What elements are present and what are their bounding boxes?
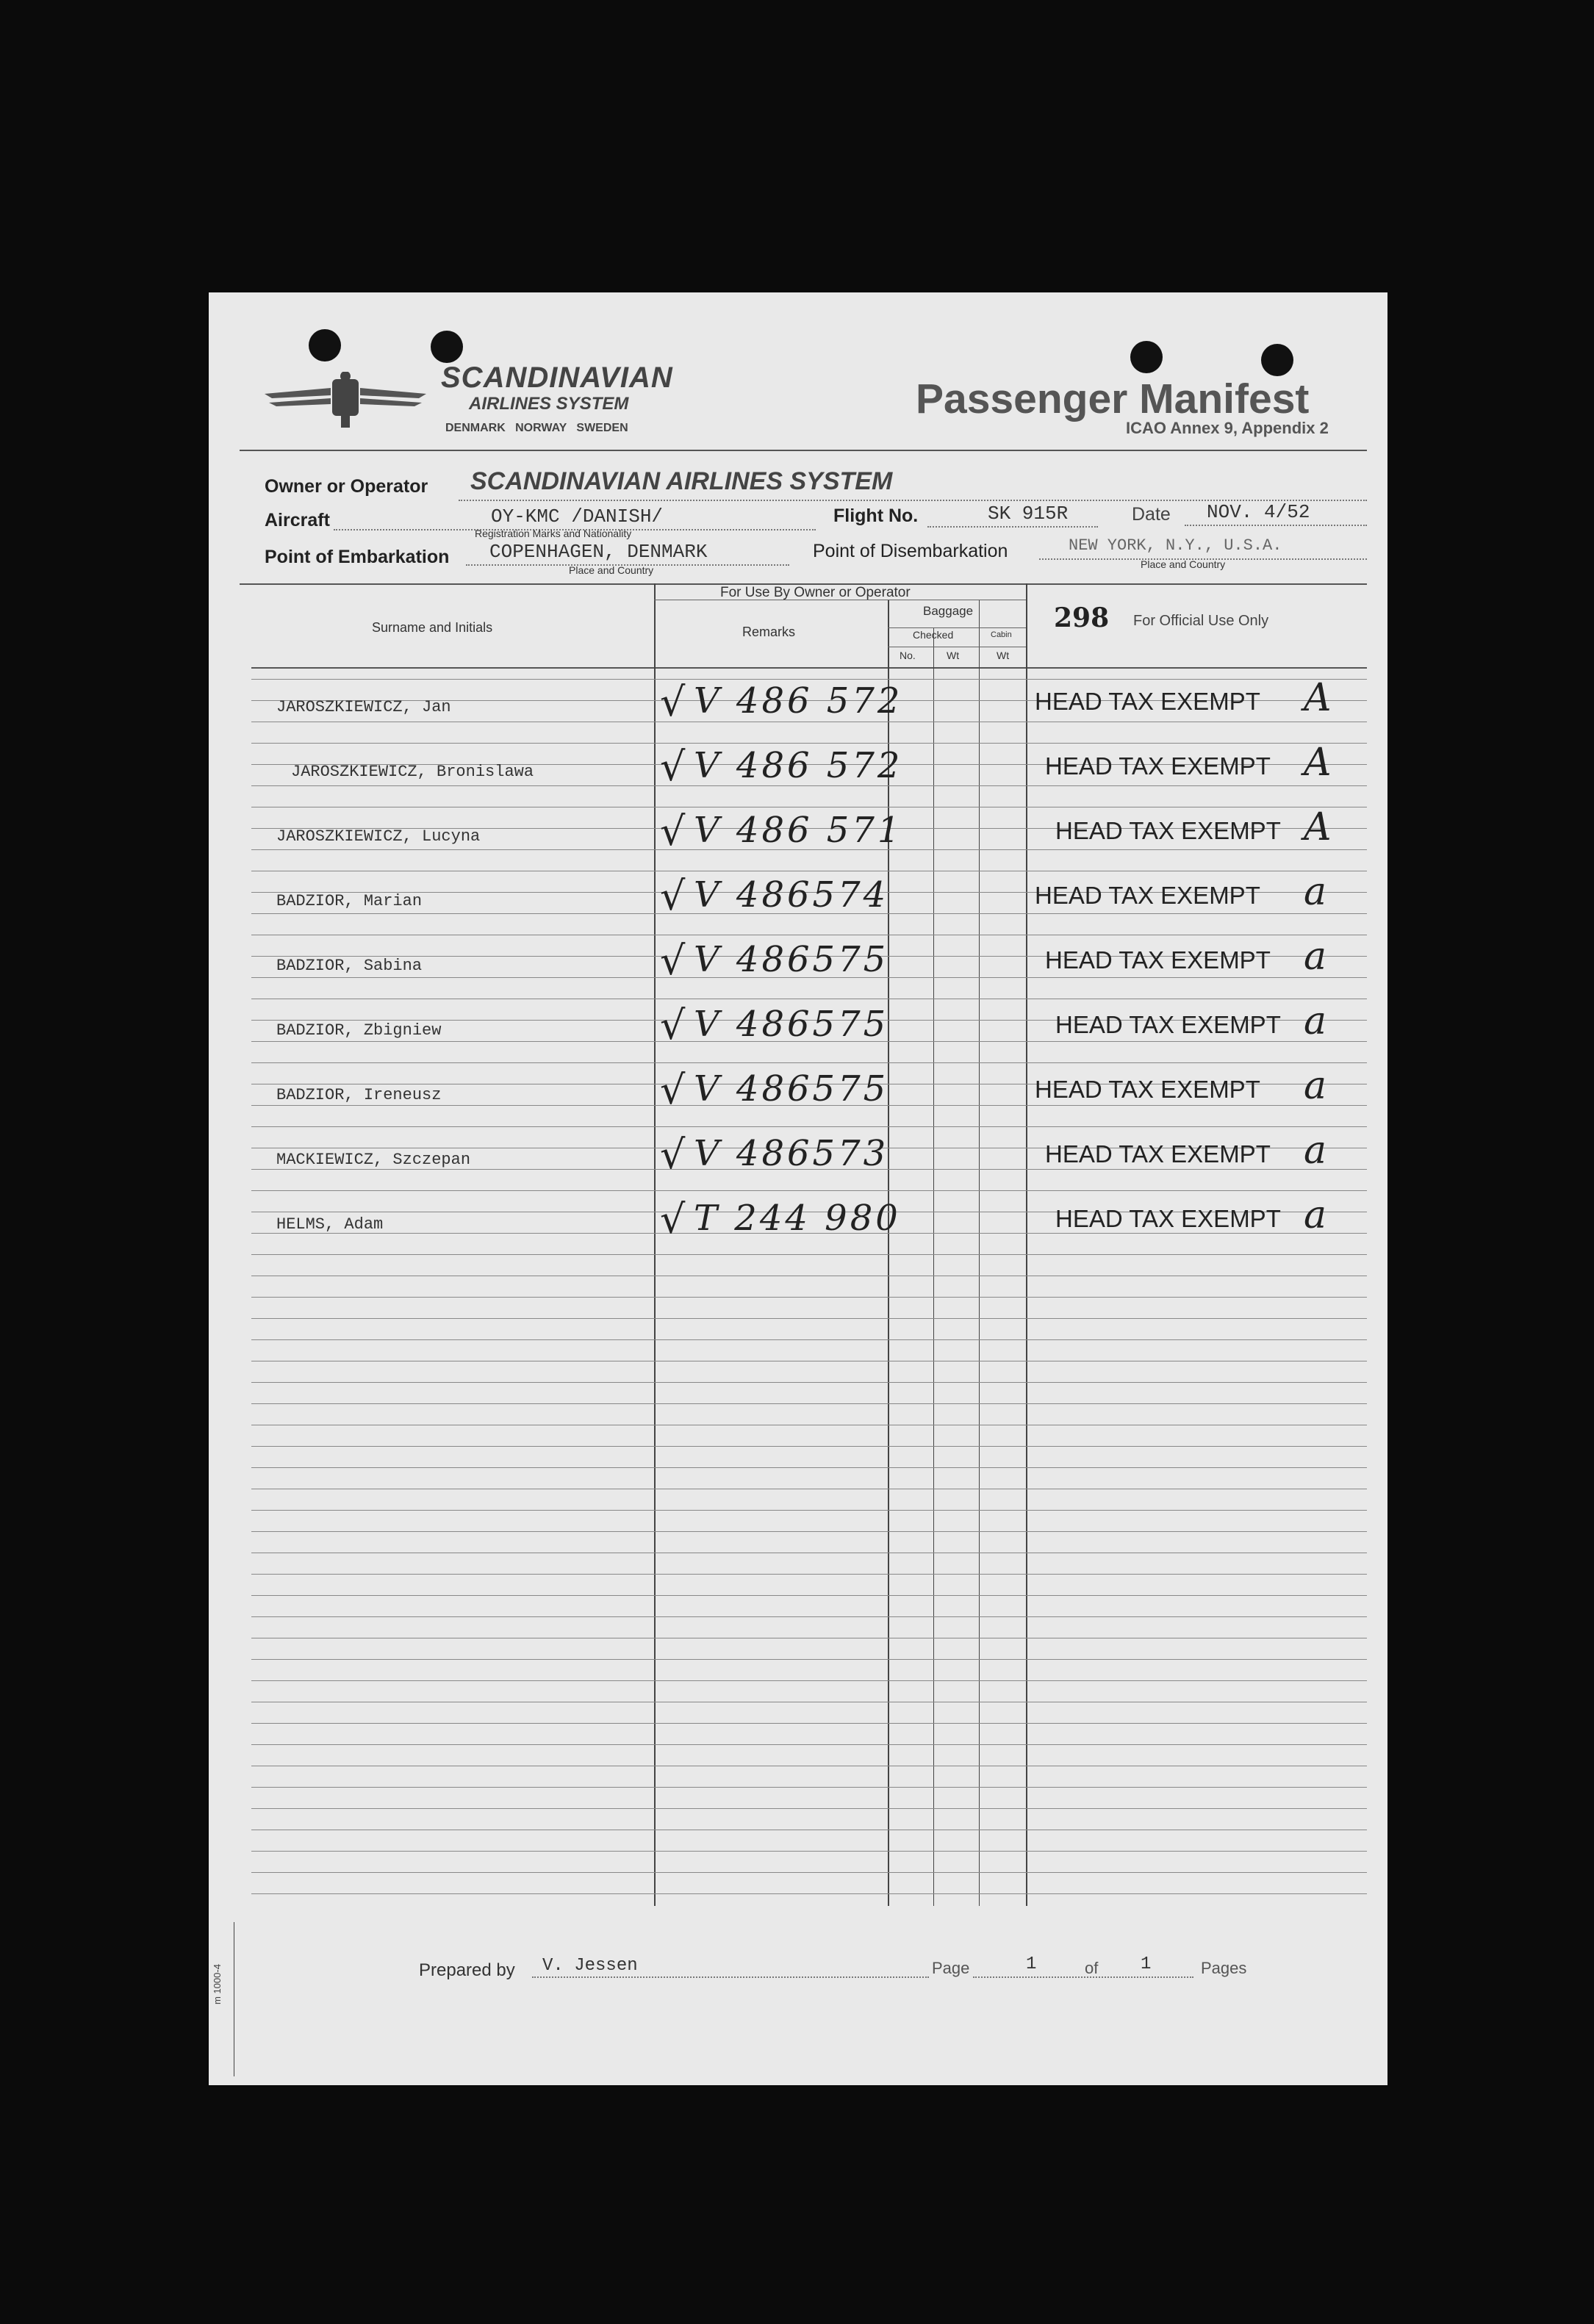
col-divider	[654, 583, 656, 1906]
passenger-name: JAROSZKIEWICZ, Bronislawa	[291, 763, 534, 781]
punch-hole	[309, 329, 341, 361]
check-mark-icon: √	[660, 938, 686, 984]
page-underline	[973, 1976, 1193, 1978]
embark-caption: Place and Country	[569, 564, 654, 576]
passenger-name: BADZIOR, Zbigniew	[276, 1021, 442, 1040]
row-rule	[251, 1872, 1367, 1873]
aircraft-label: Aircraft	[265, 510, 330, 530]
status-stamp: HEAD TAX EXEMPT	[1045, 1140, 1271, 1168]
classification-code: a	[1304, 1064, 1327, 1108]
flight-label: Flight No.	[833, 506, 919, 526]
document-title: Passenger Manifest	[916, 375, 1310, 422]
aircraft-value: OY-KMC /DANISH/	[491, 506, 664, 528]
prepared-label: Prepared by	[419, 1960, 515, 1980]
punch-hole	[431, 331, 463, 363]
status-stamp: HEAD TAX EXEMPT	[1035, 1076, 1260, 1103]
passenger-remark: V 486574	[694, 874, 889, 915]
classification-code: a	[1304, 870, 1327, 914]
form-code: m 1000-4	[212, 1964, 223, 2004]
head-subrule	[888, 627, 1026, 628]
date-underline	[1185, 525, 1367, 526]
brand-name: SCANDINAVIAN	[441, 361, 673, 394]
classification-code: A	[1304, 676, 1332, 720]
status-stamp: HEAD TAX EXEMPT	[1055, 817, 1281, 844]
header-rule	[240, 450, 1367, 451]
row-rule	[251, 1510, 1367, 1511]
passenger-remark: V 486575	[694, 939, 889, 980]
passenger-name: MACKIEWICZ, Szczepan	[276, 1151, 471, 1169]
row-rule	[251, 743, 1367, 744]
classification-code: a	[1304, 935, 1327, 979]
check-mark-icon: √	[660, 1132, 686, 1178]
row-rule	[251, 1851, 1367, 1852]
row-rule	[251, 1531, 1367, 1532]
classification-code: A	[1304, 805, 1332, 849]
date-value: NOV. 4/52	[1207, 501, 1310, 523]
page-label: Page	[932, 1959, 970, 1977]
check-mark-icon: √	[660, 1002, 686, 1048]
row-rule	[251, 1062, 1367, 1063]
check-mark-icon: √	[660, 1067, 686, 1113]
passenger-remark: V 486 571	[694, 810, 903, 851]
col-wt-header: Wt	[947, 650, 960, 661]
row-rule	[251, 1382, 1367, 1383]
passenger-remark: T 244 980	[694, 1198, 901, 1239]
brand-subname: AIRLINES SYSTEM	[469, 394, 629, 414]
disembark-value: NEW YORK, N.Y., U.S.A.	[1069, 536, 1282, 555]
status-stamp: HEAD TAX EXEMPT	[1045, 752, 1271, 780]
col-baggage-header: Baggage	[923, 604, 974, 618]
row-rule	[251, 1680, 1367, 1681]
punch-hole	[1130, 341, 1163, 373]
status-stamp: HEAD TAX EXEMPT	[1045, 946, 1271, 974]
row-rule	[251, 1744, 1367, 1745]
status-stamp: HEAD TAX EXEMPT	[1055, 1205, 1281, 1232]
col-cabin-header: Cabin	[991, 630, 1012, 639]
col-divider	[888, 600, 889, 1906]
date-label: Date	[1132, 504, 1171, 525]
passenger-remark: V 486575	[694, 1068, 889, 1109]
check-mark-icon: √	[660, 744, 686, 790]
pages-label: Pages	[1201, 1959, 1247, 1977]
embark-value: COPENHAGEN, DENMARK	[489, 541, 708, 563]
punch-hole	[1261, 344, 1293, 376]
col-no-header: No.	[900, 650, 916, 661]
brand-countries: DENMARK NORWAY SWEDEN	[445, 422, 628, 434]
owner-label: Owner or Operator	[265, 476, 428, 497]
flight-underline	[927, 526, 1098, 528]
row-rule	[251, 1787, 1367, 1788]
col-divider	[1026, 583, 1027, 1906]
classification-code: a	[1304, 1129, 1327, 1173]
col-checked-header: Checked	[913, 629, 954, 641]
classification-code: a	[1304, 1193, 1327, 1237]
classification-code: A	[1304, 741, 1332, 785]
prepared-underline	[532, 1976, 929, 1978]
passenger-remark: V 486573	[694, 1133, 889, 1174]
row-rule	[251, 1574, 1367, 1575]
row-rule	[251, 679, 1367, 680]
check-mark-icon: √	[660, 679, 686, 725]
table-head-rule	[251, 667, 1367, 669]
passenger-name: BADZIOR, Marian	[276, 892, 423, 910]
row-rule	[251, 1467, 1367, 1468]
serial-number: 298	[1054, 602, 1110, 633]
classification-code: a	[1304, 999, 1327, 1043]
check-mark-icon: √	[660, 873, 686, 919]
status-stamp: HEAD TAX EXEMPT	[1035, 688, 1260, 715]
check-mark-icon: √	[660, 808, 686, 855]
manifest-sheet	[209, 292, 1387, 2085]
of-value: 1	[1141, 1954, 1152, 1974]
of-label: of	[1085, 1959, 1099, 1977]
prepared-value: V. Jessen	[542, 1956, 638, 1976]
row-rule	[251, 1446, 1367, 1447]
disembark-caption: Place and Country	[1141, 558, 1226, 570]
row-rule	[251, 1190, 1367, 1191]
col-owner-group-header: For Use By Owner or Operator	[720, 585, 911, 600]
passenger-name: HELMS, Adam	[276, 1215, 384, 1234]
page-value: 1	[1026, 1954, 1037, 1974]
passenger-name: BADZIOR, Ireneusz	[276, 1086, 442, 1104]
row-rule	[251, 1616, 1367, 1617]
row-rule	[251, 1339, 1367, 1340]
passenger-remark: V 486 572	[694, 680, 903, 722]
row-rule	[251, 1126, 1367, 1127]
disembark-label: Point of Disembarkation	[813, 541, 1008, 561]
aircraft-caption: Registration Marks and Nationality	[475, 528, 632, 539]
passenger-name: JAROSZKIEWICZ, Jan	[276, 698, 451, 716]
document-subtitle: ICAO Annex 9, Appendix 2	[1126, 419, 1329, 437]
embark-label: Point of Embarkation	[265, 547, 450, 567]
status-stamp: HEAD TAX EXEMPT	[1055, 1011, 1281, 1038]
row-rule	[251, 1723, 1367, 1724]
col-wt2-header: Wt	[997, 650, 1010, 661]
check-mark-icon: √	[660, 1196, 686, 1242]
airline-logo-icon	[265, 372, 426, 431]
row-rule	[251, 1808, 1367, 1809]
passenger-name: JAROSZKIEWICZ, Lucyna	[276, 827, 481, 846]
row-rule	[251, 1893, 1367, 1894]
passenger-remark: V 486575	[694, 1004, 889, 1045]
flight-value: SK 915R	[988, 503, 1069, 525]
row-rule	[251, 1297, 1367, 1298]
official-use-label: For Official Use Only	[1133, 613, 1269, 629]
row-rule	[251, 1403, 1367, 1404]
passenger-name: BADZIOR, Sabina	[276, 957, 423, 975]
row-rule	[251, 1595, 1367, 1596]
col-divider	[979, 600, 980, 1906]
row-rule	[251, 1318, 1367, 1319]
col-name-header: Surname and Initials	[372, 620, 493, 635]
owner-value: SCANDINAVIAN AIRLINES SYSTEM	[470, 467, 893, 495]
col-remarks-header: Remarks	[742, 625, 796, 639]
row-rule	[251, 1659, 1367, 1660]
passenger-remark: V 486 572	[694, 745, 903, 786]
status-stamp: HEAD TAX EXEMPT	[1035, 882, 1260, 909]
row-rule	[251, 1254, 1367, 1255]
col-divider	[933, 627, 934, 1906]
